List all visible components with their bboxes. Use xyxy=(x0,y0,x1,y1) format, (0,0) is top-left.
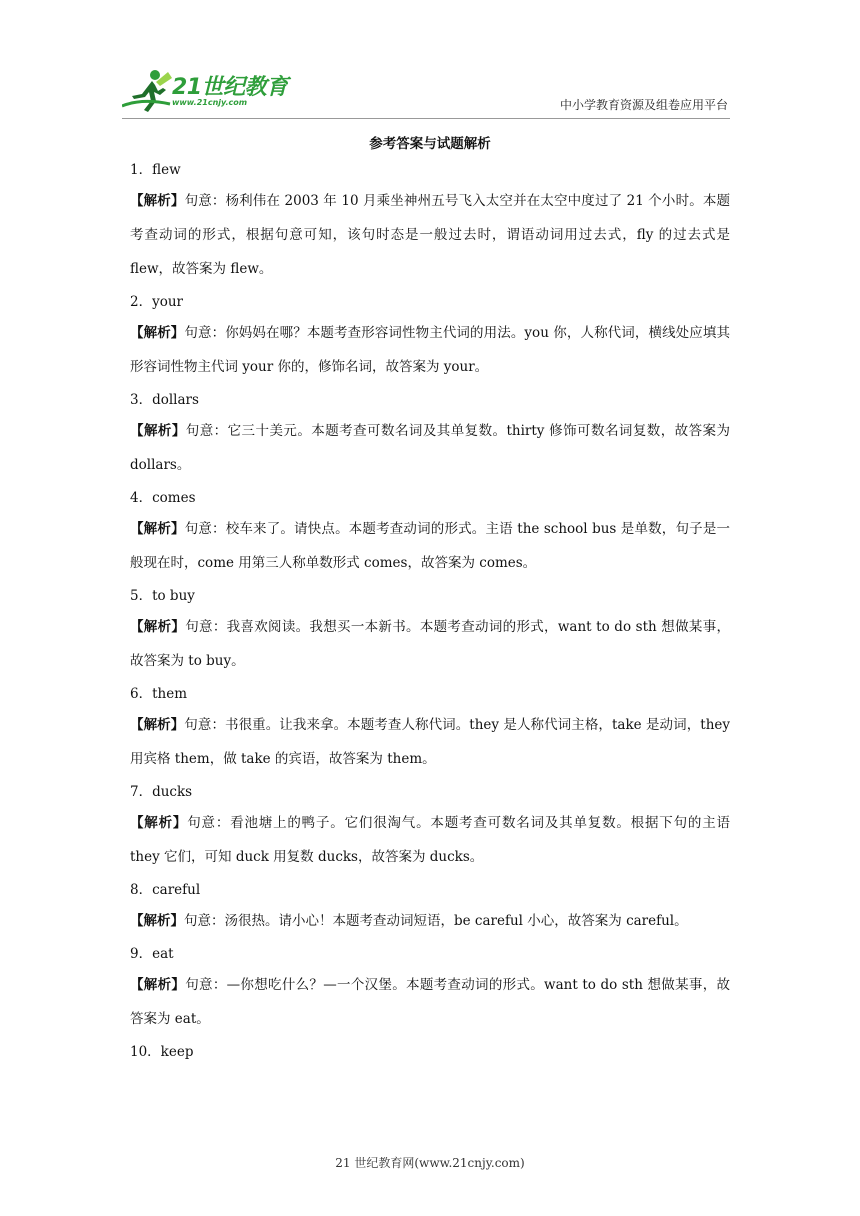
explanation-tag: 【解析】 xyxy=(130,325,185,341)
answer-number: 7．ducks xyxy=(130,784,193,800)
platform-label: 中小学教育资源及组卷应用平台 xyxy=(559,98,728,112)
explanation-tag: 【解析】 xyxy=(130,913,184,929)
answer-explanation xyxy=(130,512,730,580)
explanation-text: 句意：汤很热。请小心！本题考查动词短语，be careful 小心，故答案为 careful。 xyxy=(184,913,688,929)
explanation-text: 句意：看池塘上的鸭子。它们很淘气。本题考查可数名词及其单复数。根据下句的主语 they 它们，可知 duck 用复数 ducks，故答案为 ducks。 xyxy=(130,815,731,865)
answer-number: 4．comes xyxy=(130,490,196,506)
answer-number: 1．flew xyxy=(130,162,181,178)
answer-number: 5．to buy xyxy=(130,588,195,604)
header-divider xyxy=(122,118,730,119)
logo-text: 21世纪教育 xyxy=(172,75,288,100)
answer-explanation xyxy=(130,968,730,1036)
answer-number: 2．your xyxy=(130,294,183,310)
logo xyxy=(122,68,292,116)
logo-url: www.21cnjy.com xyxy=(172,98,248,107)
explanation-text: 句意：它三十美元。本题考查可数名词及其单复数。thirty 修饰可数名词复数，故答案为 dollars。 xyxy=(130,423,731,473)
explanation-tag: 【解析】 xyxy=(130,521,185,537)
answer-list xyxy=(130,158,730,1065)
answer-number: 8．careful xyxy=(130,882,201,898)
explanation-tag: 【解析】 xyxy=(130,977,186,993)
page-title: 参考答案与试题解析 xyxy=(369,136,491,152)
explanation-text: 句意：书很重。让我来拿。本题考查人称代词。they 是人称代词主格，take 是动词，they 用宾格 them，做 take 的宾语，故答案为 them。 xyxy=(130,717,731,767)
answer-number: 9．eat xyxy=(130,946,174,962)
answer-explanation xyxy=(130,414,730,482)
answer-explanation xyxy=(130,184,730,286)
explanation-text: 句意：我喜欢阅读。我想买一本新书。本题考查动词的形式，want to do sth 想做某事，故答案为 to buy。 xyxy=(130,619,731,669)
answer-explanation xyxy=(130,610,730,678)
explanation-tag: 【解析】 xyxy=(130,193,185,209)
answer-explanation xyxy=(130,904,730,938)
answer-number: 6．them xyxy=(130,686,187,702)
page-footer: 21 世纪教育网(www.21cnjy.com) xyxy=(335,1156,525,1170)
explanation-tag: 【解析】 xyxy=(130,717,185,733)
explanation-text: 句意：杨利伟在 2003 年 10 月乘坐神州五号飞入太空并在太空中度过了 21 个小时。本题考查动词的形式，根据句意可知，该句时态是一般过去时，谓语动词用过去式，fly 的过去式是 flew，故答案为 flew。 xyxy=(130,193,730,277)
explanation-tag: 【解析】 xyxy=(130,619,186,635)
answer-explanation xyxy=(130,316,730,384)
answer-number: 10．keep xyxy=(130,1044,194,1060)
page-header xyxy=(0,0,860,125)
explanation-tag: 【解析】 xyxy=(130,423,186,439)
answer-number: 3．dollars xyxy=(130,392,199,408)
explanation-text: 句意：你妈妈在哪？本题考查形容词性物主代词的用法。you 你，人称代词，横线处应填其形容词性物主代词 your 你的，修饰名词，故答案为 your。 xyxy=(130,325,730,375)
explanation-text: 句意：校车来了。请快点。本题考查动词的形式。主语 the school bus 是单数，句子是一般现在时，come 用第三人称单数形式 comes，故答案为 comes。 xyxy=(130,521,730,571)
explanation-text: 句意：—你想吃什么？—一个汉堡。本题考查动词的形式。want to do sth 想做某事，故答案为 eat。 xyxy=(130,977,731,1027)
answer-explanation xyxy=(130,806,730,874)
answer-explanation xyxy=(130,708,730,776)
runner-icon xyxy=(122,68,174,114)
explanation-tag: 【解析】 xyxy=(130,815,188,831)
